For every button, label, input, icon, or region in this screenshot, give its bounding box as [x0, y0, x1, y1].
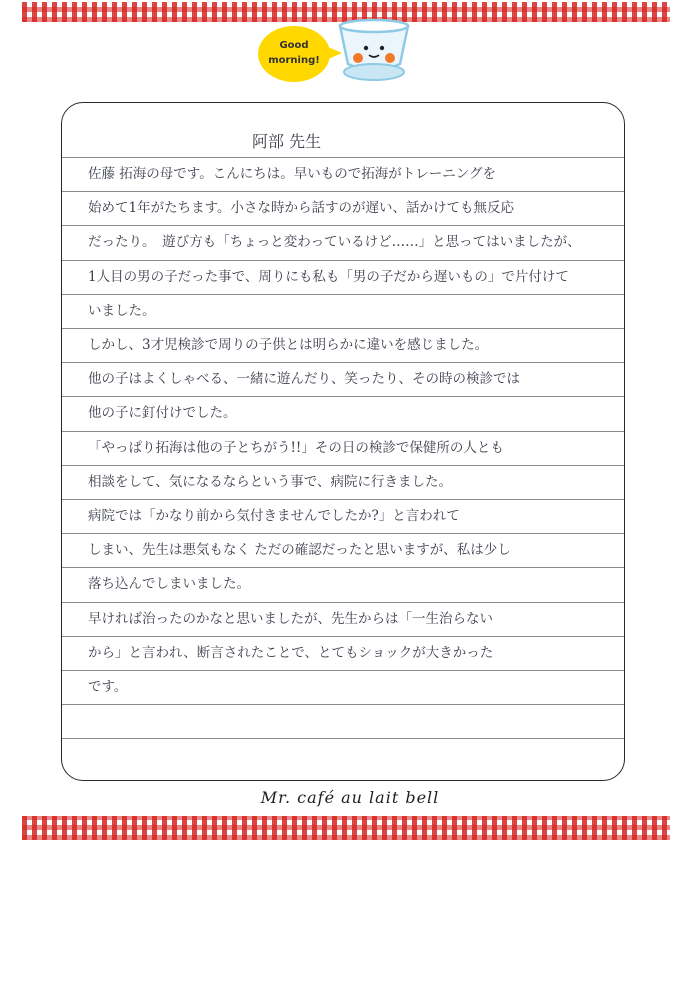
bottom-gingham-border: [22, 816, 670, 840]
letter-line: 1人目の男の子だった事で、周りにも私も「男の子だから遅いもの」で片付けて: [88, 268, 569, 285]
letter-line: 早ければ治ったのかなと思いましたが、先生からは「一生治らない: [88, 610, 493, 627]
letter-line: 佐藤 拓海の母です。こんにちは。早いもので拓海がトレーニングを: [88, 166, 496, 182]
letter-frame: [61, 102, 625, 781]
letter-line: しかし、3才児検診で周りの子供とは明らかに違いを感じました。: [88, 337, 489, 353]
letter-line: 相談をして、気になるならという事で、病院に行きました。: [88, 473, 452, 490]
speech-bubble: [258, 26, 330, 82]
letter-line: 病院では「かなり前から気付きませんでしたか?」と言われて: [88, 508, 460, 524]
letter-line: 他の子に釘付けでした。: [88, 405, 237, 422]
letter-salutation: 阿部 先生: [252, 132, 322, 151]
letter-line: 始めて1年がたちます。小さな時から話すのが遅い、話かけても無反応: [88, 200, 515, 217]
greeting-text: Good morning!: [268, 40, 320, 66]
ruled-line: [62, 704, 624, 705]
letter-line: いました。: [88, 302, 156, 319]
smiling-cup-icon: [334, 14, 414, 86]
letter-line: から」と言われ、断言されたことで、とてもショックが大きかった: [88, 644, 494, 661]
letter-line: 「やっぱり拓海は他の子とちがう!!」その日の検診で保健所の人とも: [88, 439, 504, 456]
letter-line: しまい、先生は悪気もなく ただの確認だったと思いますが、私は少し: [88, 542, 511, 559]
ruled-line: [62, 738, 624, 739]
letter-line: だったり。 遊び方も「ちょっと変わっているけど……」と思ってはいましたが、: [88, 234, 581, 251]
letter-line: です。: [88, 679, 128, 695]
letter-line: 落ち込んでしまいました。: [88, 576, 250, 593]
letter-line: 他の子はよくしゃべる、一緒に遊んだり、笑ったり、その時の検診では: [88, 371, 520, 388]
brand-signature: Mr. café au lait bell: [260, 788, 440, 807]
